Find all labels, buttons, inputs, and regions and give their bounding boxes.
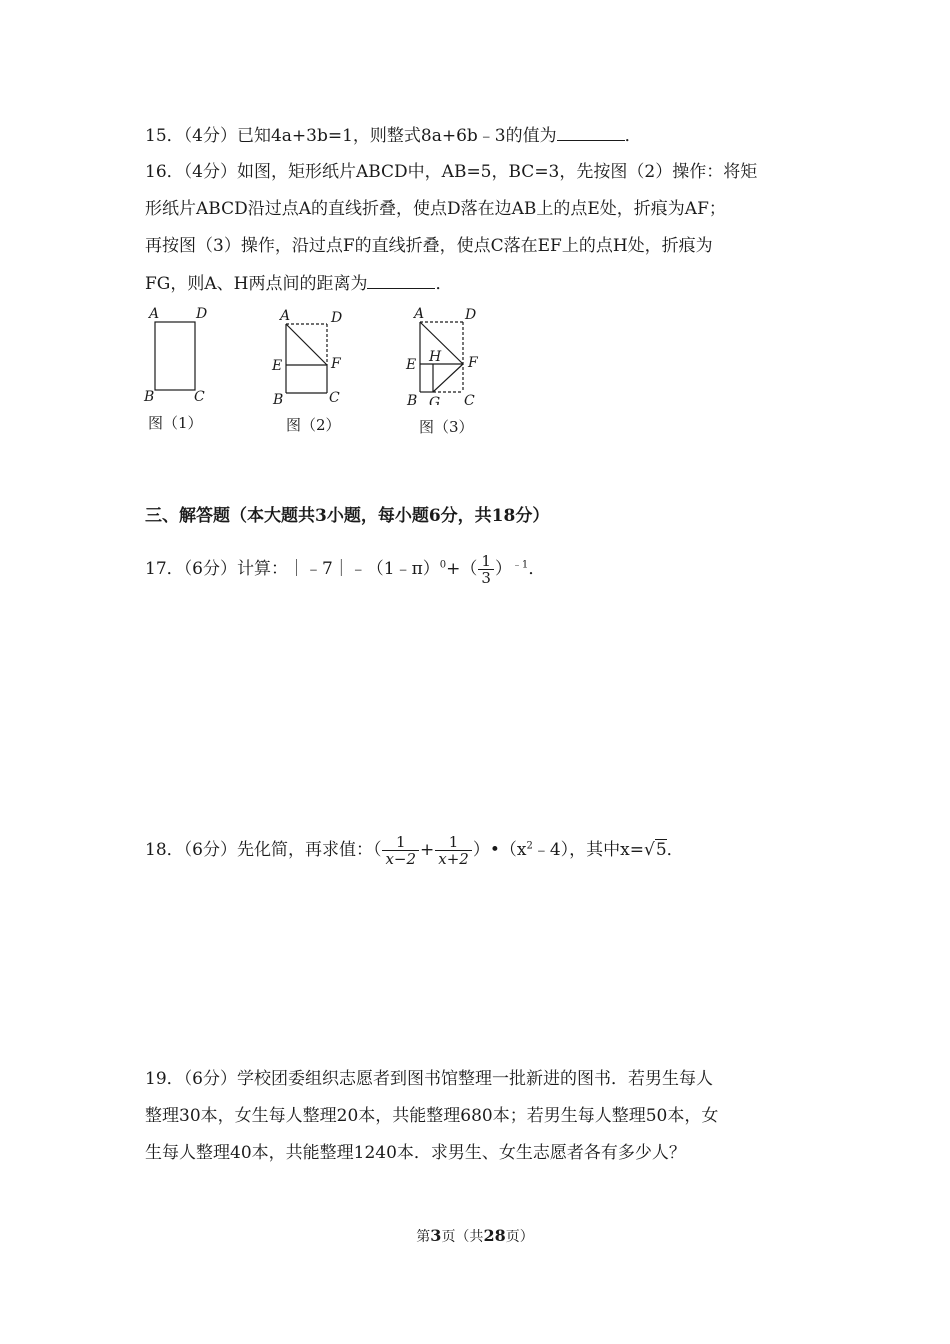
crease-gf <box>433 364 463 392</box>
figure-3-diagram <box>402 300 492 405</box>
question-18: 18．（6分）先化简，再求值：（ $\frac{1}{x-2}$ + $\frac{1}{x+2}$ ）$•(x^2﹣4)$，其中x=√5． <box>145 833 684 868</box>
question-16-line-1: 16．（4分）如图，矩形纸片ABCD中，AB=5，BC=3，先按图（2）操作：将矩 <box>145 162 758 182</box>
page-total: 28 <box>483 1226 506 1245</box>
figure-3-caption: 图（3） <box>419 418 474 436</box>
rectangle-abcd <box>155 322 195 390</box>
question-16-line-2: 形纸片ABCD沿过点A的直线折叠，使点D落在边AB上的点E处，折痕为AF； <box>145 199 726 219</box>
label-a: A <box>280 308 291 324</box>
question-19-line-2: 整理30本，女生每人整理20本，共能整理680本；若男生每人整理50本，女 <box>145 1106 719 1126</box>
figure-1-caption: 图（1） <box>148 414 203 432</box>
label-h: H <box>429 349 442 365</box>
label-a: A <box>149 306 160 322</box>
label-c: C <box>464 393 475 405</box>
label-f: F <box>331 356 341 372</box>
answer-blank-16[interactable] <box>367 272 435 289</box>
label-c: C <box>329 390 340 405</box>
answer-blank-15[interactable] <box>557 124 625 141</box>
fraction-2: $\frac{1}{x+2}$ <box>435 834 472 867</box>
label-e: E <box>406 357 417 373</box>
page-number: 3 <box>430 1226 442 1245</box>
label-e: E <box>272 358 283 374</box>
page-footer: 第3页（共28页） <box>416 1226 534 1245</box>
question-17: 17．（6分）计算：｜﹣7｜﹣（1﹣π）$^0$+（ $\frac{1}{3}$ ）$^{﹣1}$． <box>145 552 546 587</box>
figure-3 <box>402 300 492 436</box>
section-3-title: 三、解答题（本大题共3小题，每小题6分，共18分） <box>145 506 550 526</box>
fraction-1: $\frac{1}{x-2}$ <box>382 834 419 867</box>
crease-af <box>420 322 463 364</box>
figure-2-diagram <box>268 300 358 405</box>
question-19-line-3: 生每人整理40本，共能整理1240本．求男生、女生志愿者各有多少人？ <box>145 1143 686 1163</box>
figure-2-caption: 图（2） <box>286 416 341 434</box>
label-g: G <box>429 395 441 405</box>
question-15-text: 15．（4分）已知4a+3b=1，则整式8a+6b﹣3的值为 <box>145 126 557 146</box>
figure-2 <box>268 300 358 434</box>
label-a: A <box>414 306 425 322</box>
fraction-one-third: $\frac{1}{3}$ <box>478 553 494 586</box>
question-15: 15．（4分）已知4a+3b=1，则整式8a+6b﹣3的值为 ． <box>145 126 642 146</box>
question-19-line-1: 19．（6分）学校团委组织志愿者到图书馆整理一批新进的图书．若男生每人 <box>145 1069 713 1089</box>
label-c: C <box>194 389 205 405</box>
label-b: B <box>407 393 418 405</box>
label-b: B <box>273 392 284 405</box>
figure-1 <box>140 300 230 432</box>
figure-1-diagram <box>140 300 230 405</box>
label-d: D <box>465 307 477 323</box>
question-16-line-3: 再按图（3）操作，沿过点F的直线折叠，使点C落在EF上的点H处，折痕为 <box>145 236 713 256</box>
label-b: B <box>144 389 155 405</box>
label-f: F <box>468 355 478 371</box>
label-d: D <box>196 306 208 322</box>
question-16-line-4: FG，则A、H两点间的距离为 ． <box>145 274 453 294</box>
label-d: D <box>331 310 343 326</box>
crease-af <box>286 324 327 365</box>
